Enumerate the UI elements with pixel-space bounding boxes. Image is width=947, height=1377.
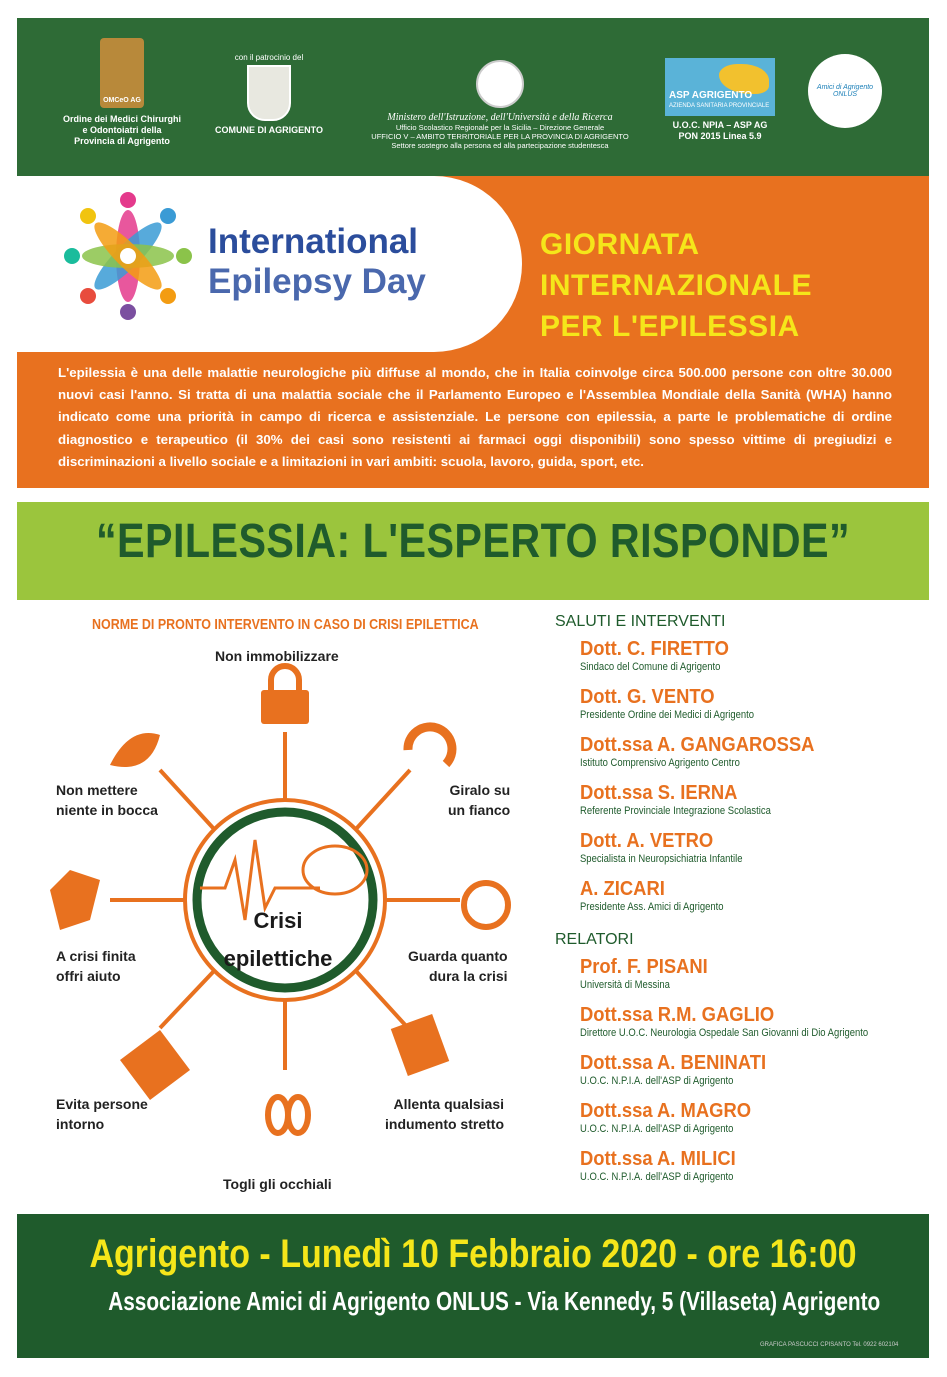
norme-title: NORME DI PRONTO INTERVENTO IN CASO DI CRISI EPILETTICA (92, 617, 479, 633)
speaker-item (580, 956, 915, 1004)
amici-logo (808, 54, 882, 128)
speaker-name: Dott.ssa A. MILICI (580, 1148, 736, 1170)
amici-caption: Amici di Agrigento ONLUS (816, 84, 874, 98)
giornata-title (540, 224, 812, 347)
comune-logo (214, 52, 324, 136)
relatori-title: RELATORI (555, 931, 634, 948)
main-title: “EPILESSIA: L'ESPERTO RISPONDE” (95, 515, 851, 568)
asp-name: ASP AGRIGENTO (669, 90, 753, 101)
speaker-item (580, 782, 835, 830)
republic-emblem-icon (476, 60, 524, 108)
ied-line1: International (208, 222, 419, 261)
spoke-bottom-right (356, 971, 408, 1028)
speaker-item (580, 1100, 915, 1148)
speaker-role: Istituto Comprensivo Agrigento Centro (580, 757, 740, 769)
speaker-item (580, 686, 835, 734)
speaker-item (580, 734, 835, 782)
speaker-role: Direttore U.O.C. Neurologia Ospedale San Giovanni di Dio Agrigento (580, 1027, 869, 1039)
speaker-name: Dott. C. FIRETTO (580, 638, 729, 660)
speaker-item (580, 1148, 915, 1196)
speaker-item (580, 1004, 915, 1052)
spoke-top-right (356, 770, 410, 829)
speaker-name: A. ZICARI (580, 878, 665, 900)
speaker-role: Specialista in Neuropsichiatria Infantile (580, 853, 743, 865)
label-evita: Evita persone intorno (56, 1096, 148, 1132)
center-line1: Crisi (253, 908, 303, 933)
saluti-title: SALUTI E INTERVENTI (555, 613, 726, 630)
speaker-name: Dott.ssa A. GANGAROSSA (580, 734, 815, 756)
event-date: Agrigento - Lunedì 10 Febbraio 2020 - ore 16:00 (89, 1232, 857, 1276)
giornata-line3: PER L'EPILESSIA (540, 310, 800, 343)
speaker-name: Dott.ssa S. IERNA (580, 782, 738, 804)
print-credit: GRAFICA PASCUCCI CPISANTO Tel. 0922 602104 (760, 1342, 899, 1348)
crest-icon (247, 65, 291, 121)
speaker-item (580, 878, 835, 926)
rotate-icon (408, 727, 452, 764)
speaker-name: Dott.ssa A. BENINATI (580, 1052, 767, 1074)
speaker-role: U.O.C. N.P.I.A. dell'ASP di Agrigento (580, 1075, 734, 1087)
relatori-list (580, 956, 915, 1196)
asp-sub: AZIENDA SANITARIA PROVINCIALE (669, 103, 770, 109)
ministero-line2: Ufficio Scolastico Regionale per la Sicilia – Direzione Generale (395, 123, 605, 132)
comune-caption: COMUNE DI AGRIGENTO (214, 125, 323, 135)
spoke-bottom-left (160, 971, 214, 1028)
caduceus-icon: OMCeO AG (100, 38, 144, 108)
speaker-name: Prof. F. PISANI (580, 956, 708, 978)
ministero-line1: Ministero dell'Istruzione, dell'Università e della Ricerca (387, 112, 613, 123)
patrocinio-label: con il patrocinio del (234, 53, 304, 62)
omceo-caption: Ordine dei Medici Chirurghi e Odontoiatri della Provincia di Agrigento (62, 114, 181, 146)
spoke-top-left (160, 770, 214, 829)
speaker-role: Presidente Ordine dei Medici di Agrigento (580, 709, 755, 721)
asp-box (665, 58, 775, 116)
helping-hand-icon (50, 870, 100, 930)
asp-logo (660, 58, 780, 142)
stopwatch-icon (464, 883, 508, 927)
label-allenta: Allenta qualsiasi indumento stretto (385, 1096, 504, 1132)
speaker-role: Presidente Ass. Amici di Agrigento (580, 901, 724, 913)
ministero-logo (355, 60, 645, 150)
speaker-item (580, 1052, 915, 1100)
label-non-immobilizzare: Non immobilizzare (215, 648, 339, 664)
ied-title (208, 222, 426, 302)
giornata-line2: INTERNAZIONALE (540, 269, 812, 302)
label-guarda: Guarda quanto dura la crisi (408, 948, 508, 984)
speaker-role: U.O.C. N.P.I.A. dell'ASP di Agrigento (580, 1123, 734, 1135)
speaker-role: Università di Messina (580, 979, 670, 991)
speaker-item (580, 830, 835, 878)
speaker-role: U.O.C. N.P.I.A. dell'ASP di Agrigento (580, 1171, 734, 1183)
epilepsy-day-flower-icon (58, 188, 198, 324)
label-togli: Togli gli occhiali (223, 1176, 332, 1192)
shirt-icon (391, 1014, 449, 1076)
ministero-line4: Settore sostegno alla persona ed alla partecipazione studentesca (391, 141, 609, 150)
speaker-role: Referente Provinciale Integrazione Scolastica (580, 805, 771, 817)
speaker-item (580, 638, 835, 686)
giornata-line1: GIORNATA (540, 228, 700, 261)
saluti-list (580, 638, 835, 926)
asp-caption2: PON 2015 Linea 5.9 (678, 131, 762, 141)
label-giralo: Giralo su un fianco (448, 782, 511, 818)
lock-icon (261, 690, 309, 724)
asp-caption1: U.O.C. NPIA – ASP AG (672, 120, 768, 130)
label-non-mettere: Non mettere niente in bocca (56, 782, 158, 818)
leaf-icon (110, 733, 160, 767)
speaker-name: Dott.ssa R.M. GAGLIO (580, 1004, 775, 1026)
omceo-logo (62, 38, 182, 147)
speaker-role: Sindaco del Comune di Agrigento (580, 661, 721, 673)
speaker-name: Dott. A. VETRO (580, 830, 714, 852)
intro-paragraph: L'epilessia è una delle malattie neurologiche più diffuse al mondo, che in Italia coinvolge circa 500.000 persone con oltre 30.000 nuovi casi l'anno. Si tratta di una malattia sociale che il Parlamento Europeo e l'Assemblea Mondiale della Sanità (WHA) hanno indicato come una priorità in campo di ricerca e assistenziale. Le persone con epilessia, a parte le problematiche di ordine diagnostico e terapeutico (il 30% dei casi sono resistenti ai farmaci oggi disponibili) sono spesso vittime di pregiudizi e discriminazioni a livello sociale e a limitazioni in vari ambiti: scuola, lavoro, guida, sport, etc. (58, 365, 892, 469)
ied-line2: Epilepsy Day (208, 262, 426, 301)
label-crisi-finita: A crisi finita offri aiuto (56, 948, 136, 984)
speaker-name: Dott.ssa A. MAGRO (580, 1100, 752, 1122)
stop-hand-icon (120, 1030, 190, 1100)
glasses-icon (268, 1097, 308, 1133)
ministero-line3: UFFICIO V – AMBITO TERRITORIALE PER LA PROVINCIA DI AGRIGENTO (371, 132, 629, 141)
center-line2: epilettiche (223, 946, 333, 971)
event-venue: Associazione Amici di Agrigento ONLUS - Via Kennedy, 5 (Villaseta) Agrigento (108, 1286, 881, 1316)
speaker-name: Dott. G. VENTO (580, 686, 715, 708)
